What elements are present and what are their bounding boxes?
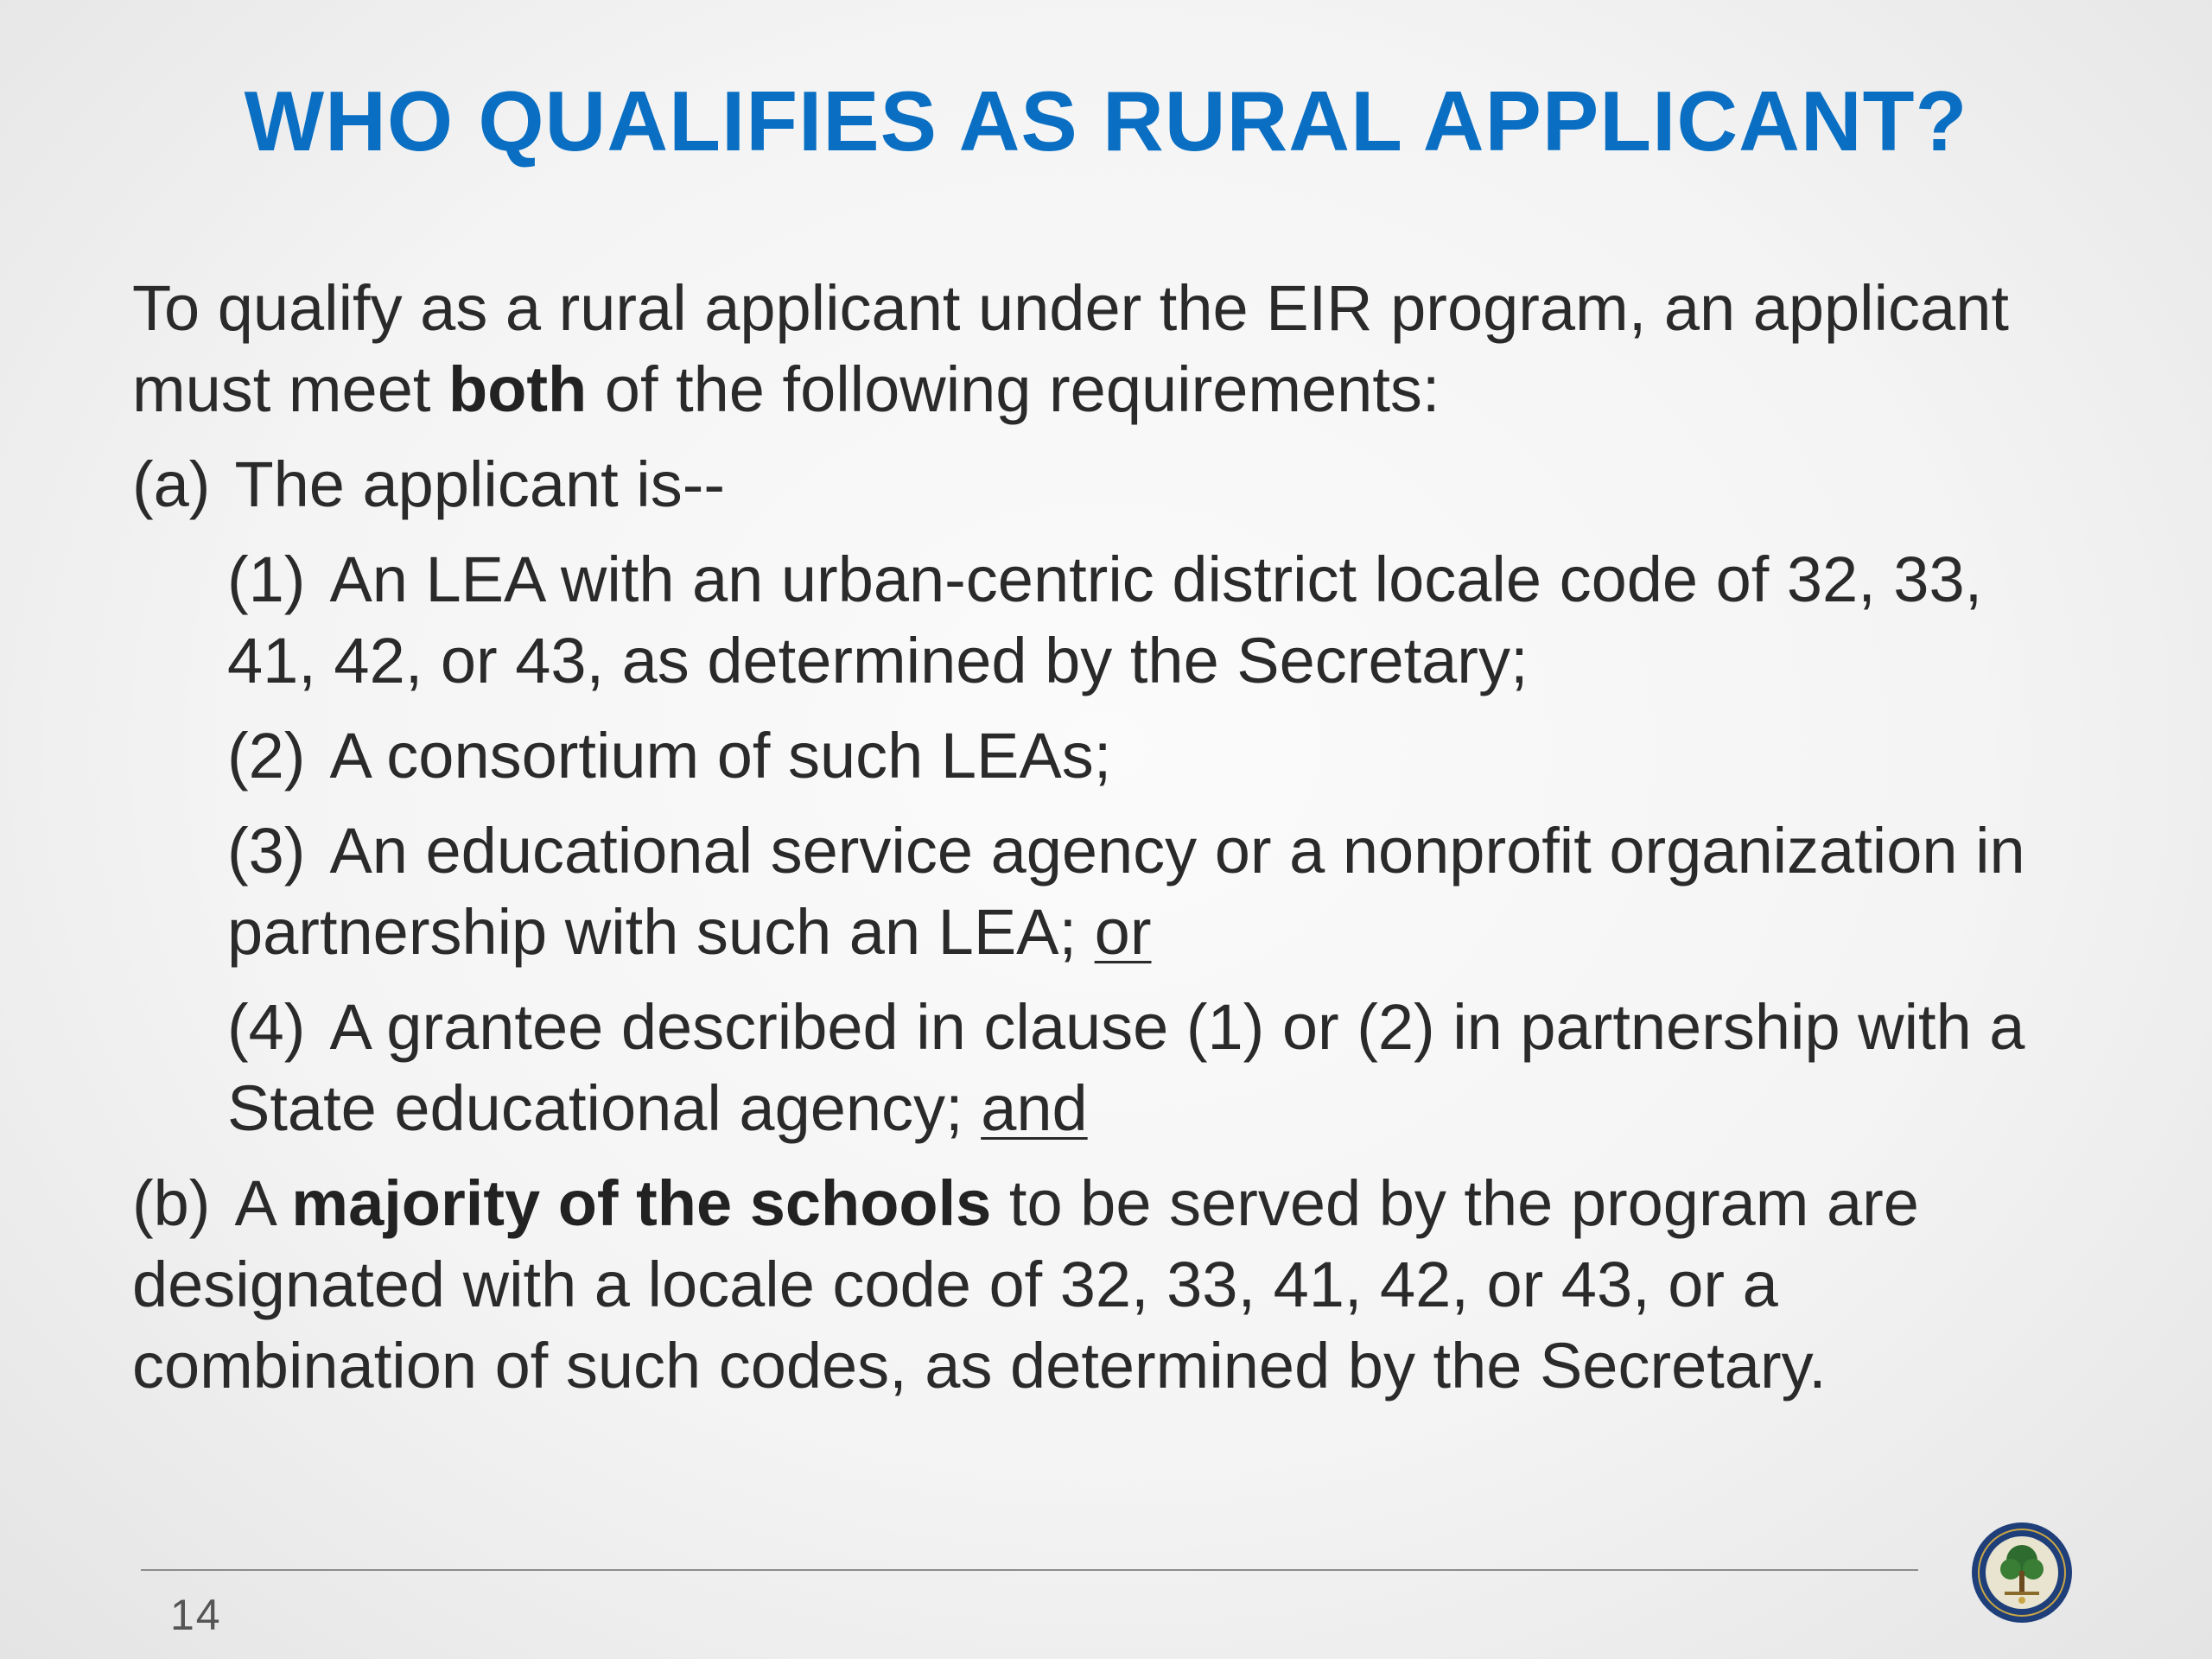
intro-text-after: of the following requirements: [587,353,1440,425]
sub-item-label: (2) [227,720,306,791]
sub-item-conjunction-or: or [1094,896,1152,968]
item-b-label: (b) [132,1167,211,1239]
sub-item-label: (1) [227,543,306,615]
sub-item-4 [227,987,2085,1149]
sub-item-3 [227,810,2085,973]
sub-item-label: (4) [227,991,306,1063]
sub-item-1 [227,539,2085,702]
item-b-bold: majority of the schools [291,1167,992,1239]
sub-item-conjunction-and: and [981,1072,1088,1144]
item-b [132,1163,2085,1407]
footer-divider [141,1569,1918,1571]
intro-text-before: To qualify as a rural applicant under the EIR program, an applicant must meet [132,272,2009,425]
sub-item-text: A consortium of such LEAs; [329,720,1112,791]
sub-item-text: An LEA with an urban-centric district locale code of 32, 33, 41, 42, or 43, as determined by the Secretary; [227,543,1983,696]
page-number: 14 [170,1591,222,1639]
intro-bold-both: both [448,353,588,425]
item-a [132,444,2085,525]
item-b-text-after: to be served by the program are designated with a locale code of 32, 33, 41, 42, or 43, or a combination of such codes, as determined by the Secretary. [132,1167,1919,1402]
slide-title: WHO QUALIFIES AS RURAL APPLICANT? [244,73,1968,168]
department-of-education-seal-icon [1970,1521,2074,1624]
item-a-label: (a) [132,448,211,520]
sub-item-text: A grantee described in clause (1) or (2) in partnership with a State educational agency; [227,991,2025,1144]
sub-item-text: An educational service agency or a nonprofit organization in partnership with such an LEA; [227,815,2025,968]
item-a-text: The applicant is-- [234,448,726,520]
slide-body [132,268,2085,1421]
intro-paragraph [132,268,2085,430]
item-b-text-before: A [234,1167,292,1239]
sub-item-2 [227,715,2085,797]
sub-item-label: (3) [227,815,306,887]
